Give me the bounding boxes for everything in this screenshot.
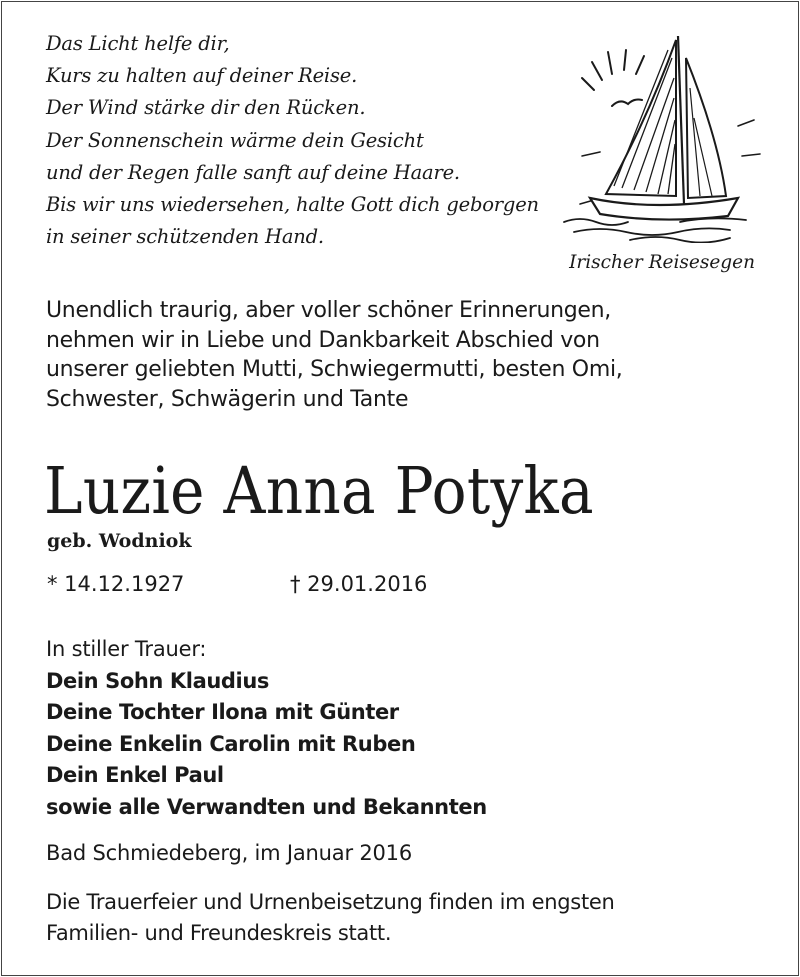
funeral-notice bbox=[46, 887, 615, 949]
maiden-name: geb. Wodniok bbox=[47, 530, 192, 552]
poem-line: Der Wind stärke dir den Rücken. bbox=[46, 96, 366, 120]
intro-line: Schwester, Schwägerin und Tante bbox=[46, 386, 409, 412]
mourner-name: Deine Tochter Ilona mit Günter bbox=[46, 700, 399, 724]
death-date: † 29.01.2016 bbox=[290, 572, 428, 596]
intro-text bbox=[46, 296, 622, 414]
poem-line: und der Regen falle sanft auf deine Haare. bbox=[46, 160, 460, 184]
poem-line: Der Sonnenschein wärme dein Gesicht bbox=[46, 128, 424, 152]
notice-line: Familien- und Freundeskreis statt. bbox=[46, 921, 392, 945]
intro-line: nehmen wir in Liebe und Dankbarkeit Abschied von bbox=[46, 327, 600, 353]
mourner-name: sowie alle Verwandten und Bekannten bbox=[46, 794, 487, 819]
poem-line: Das Licht helfe dir, bbox=[46, 32, 230, 55]
poem-line: in seiner schützenden Hand. bbox=[46, 225, 324, 249]
notice-line: Die Trauerfeier und Urnenbeisetzung finden im engsten bbox=[46, 890, 615, 914]
birth-date: * 14.12.1927 bbox=[47, 572, 185, 596]
poem-line: Kurs zu halten auf deiner Reise. bbox=[46, 64, 358, 88]
intro-line: Unendlich traurig, aber voller schöner Erinnerungen, bbox=[46, 298, 611, 323]
place-date: Bad Schmiedeberg, im Januar 2016 bbox=[46, 841, 412, 865]
mourner-name: Dein Sohn Klaudius bbox=[46, 668, 269, 693]
mourners-heading: In stiller Trauer: bbox=[46, 637, 207, 661]
poem-line: Bis wir uns wiedersehen, halte Gott dich geborgen bbox=[46, 193, 539, 217]
poem-source: Irischer Reisesegen bbox=[569, 252, 755, 273]
deceased-name: Luzie Anna Potyka bbox=[44, 452, 594, 529]
mourner-name: Dein Enkel Paul bbox=[46, 763, 224, 787]
poem bbox=[46, 28, 539, 253]
sailboat-icon bbox=[560, 28, 770, 243]
mourner-name: Deine Enkelin Carolin mit Ruben bbox=[46, 731, 416, 756]
mourners-list bbox=[46, 634, 487, 823]
intro-line: unserer geliebten Mutti, Schwiegermutti, besten Omi, bbox=[46, 357, 623, 383]
